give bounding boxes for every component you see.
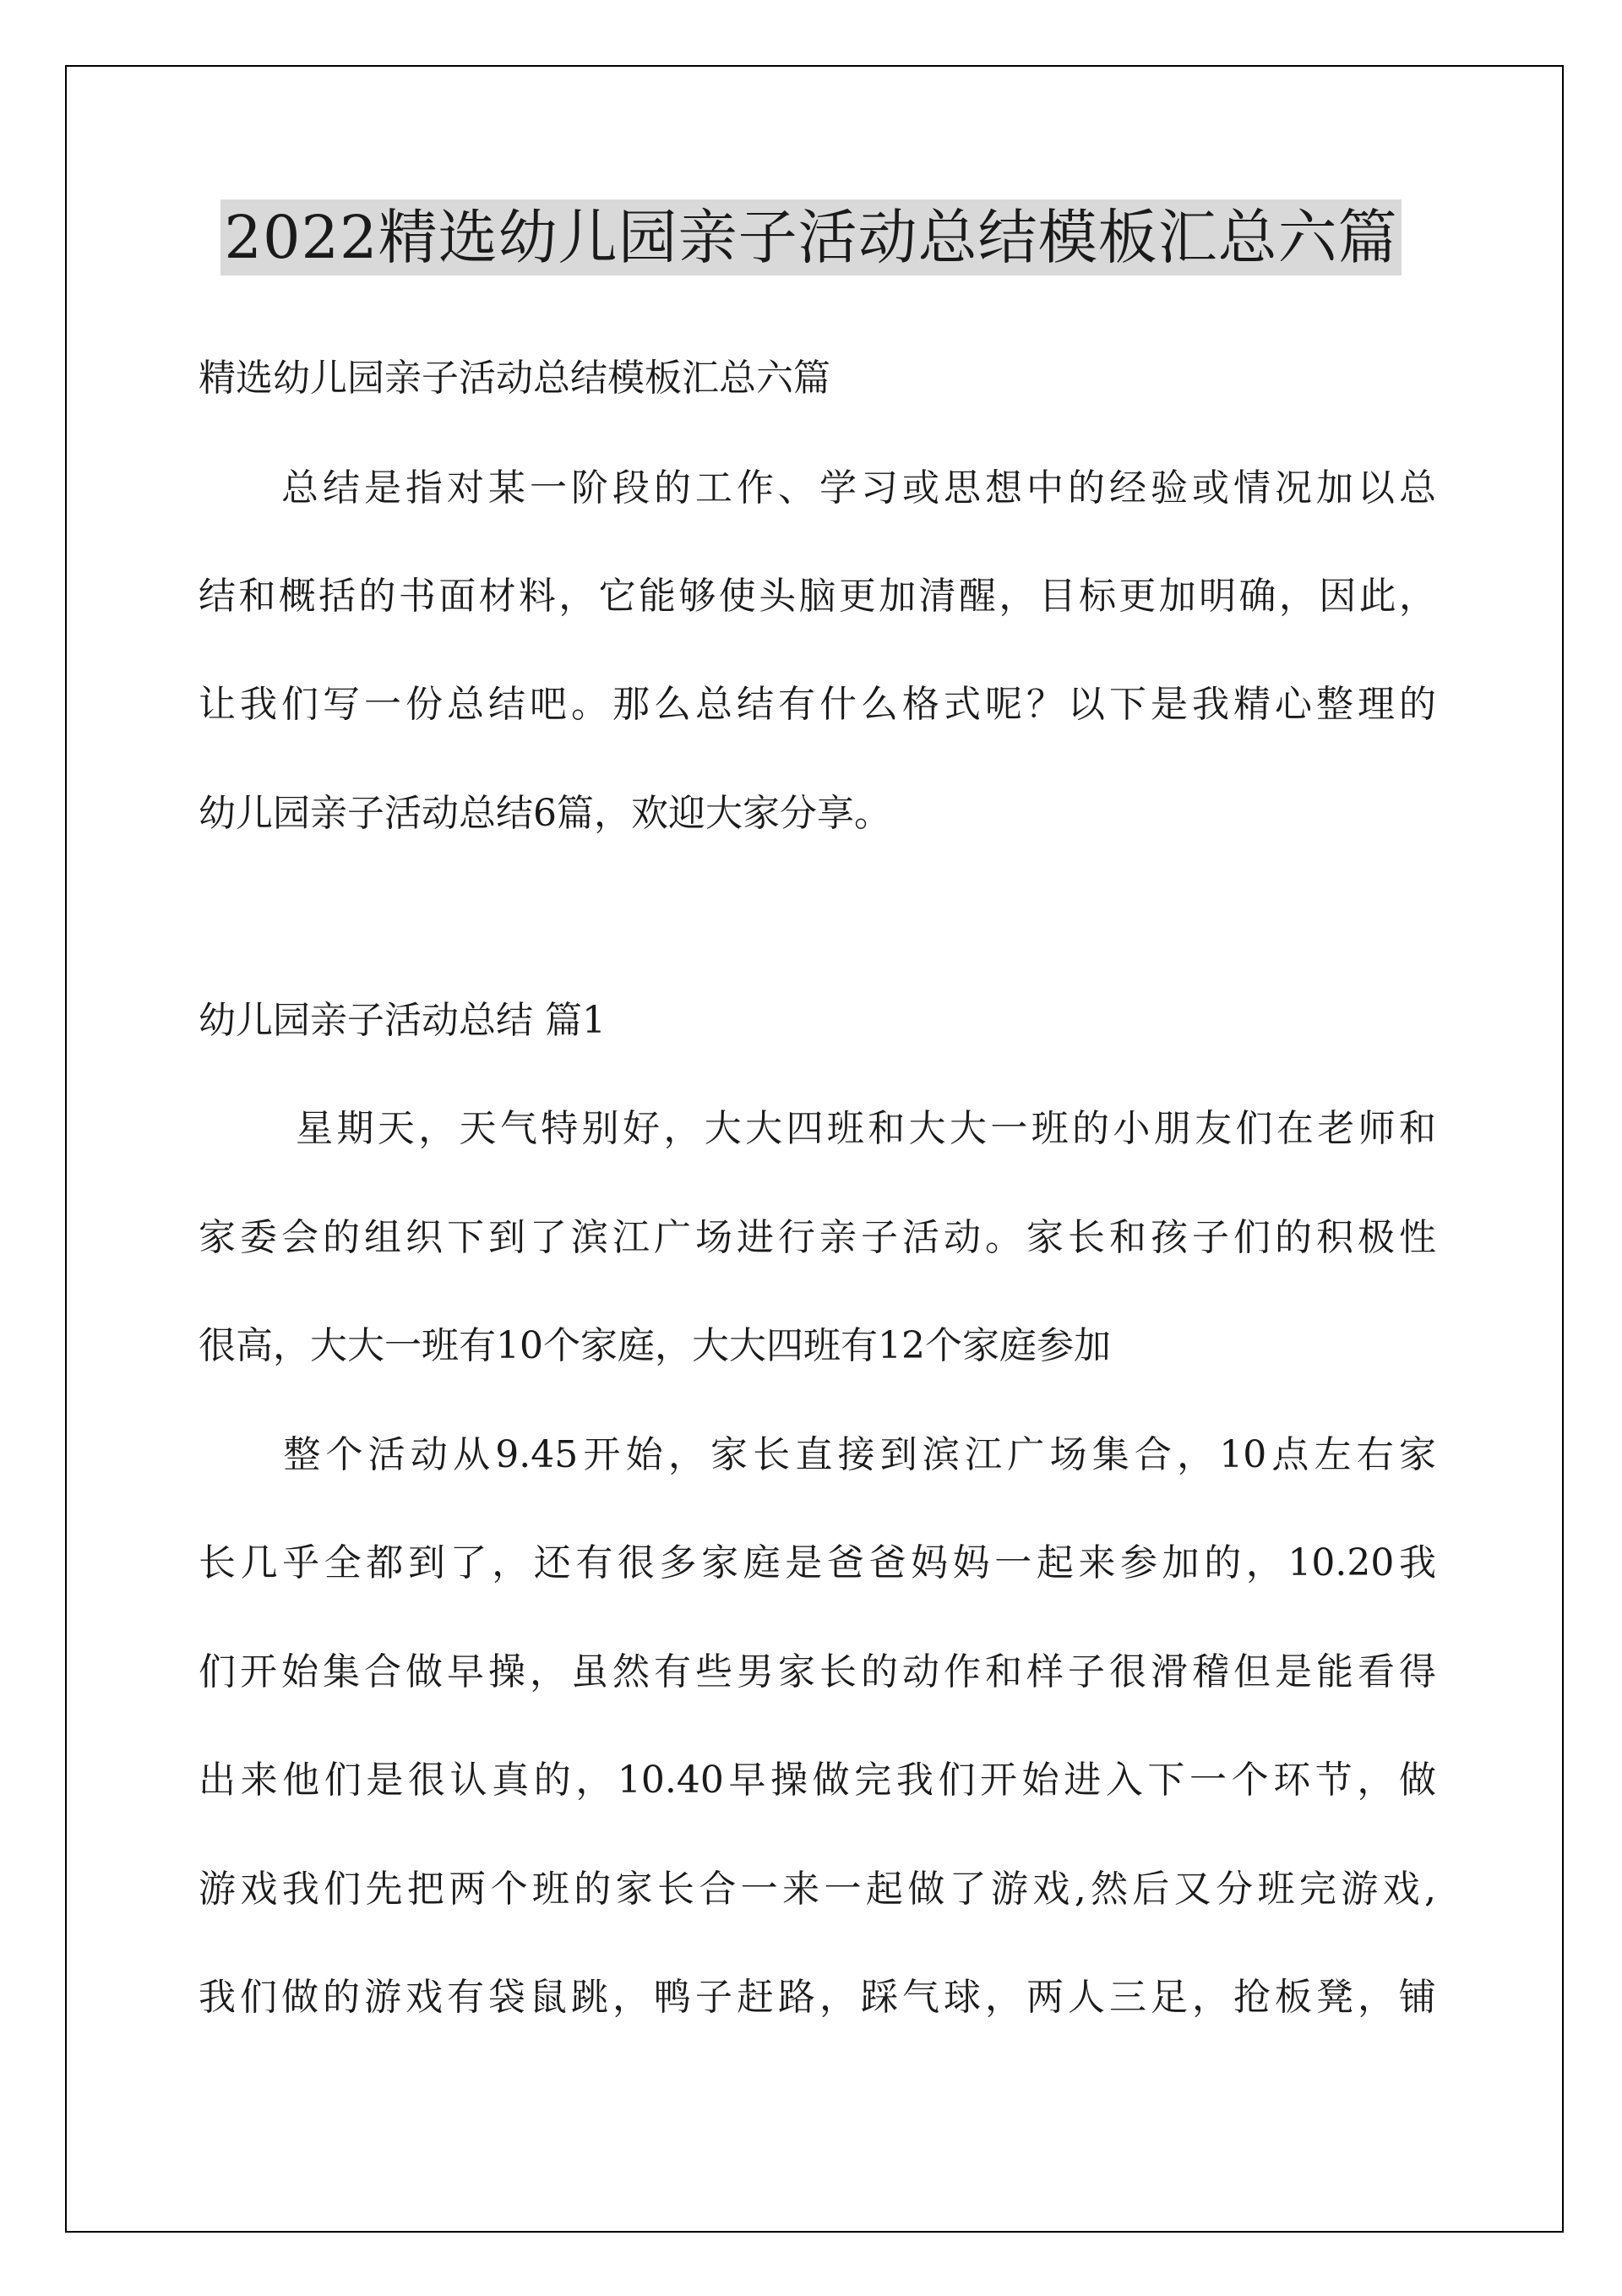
document-subtitle: 精选幼儿园亲子活动总结模板汇总六篇 (199, 357, 830, 400)
document-title: 2022精选幼儿园亲子活动总结模板汇总六篇 (220, 199, 1401, 275)
title-container (0, 199, 1622, 275)
body-line-6: 们开始集合做早操，虽然有些男家长的动作和样子很滑稽但是能看得 (199, 1650, 1436, 1693)
body-line-9: 我们做的游戏有袋鼠跳，鸭子赶路，踩气球，两人三足，抢板凳，铺 (199, 1976, 1436, 2019)
intro-line-3: 让我们写一份总结吧。那么总结有什么格式呢？以下是我精心整理的 (199, 683, 1436, 726)
intro-line-2: 结和概括的书面材料，它能够使头脑更加清醒，目标更加明确，因此， (199, 575, 1436, 618)
body-line-5: 长几乎全都到了，还有很多家庭是爸爸妈妈一起来参加的，10.20我 (199, 1541, 1436, 1584)
body-line-2: 家委会的组织下到了滨江广场进行亲子活动。家长和孩子们的积极性 (199, 1216, 1436, 1259)
body-line-8: 游戏我们先把两个班的家长合一来一起做了游戏,然后又分班完游戏, (199, 1868, 1436, 1911)
body-line-7: 出来他们是很认真的，10.40早操做完我们开始进入下一个环节，做 (199, 1759, 1436, 1802)
intro-line-1: 总结是指对某一阶段的工作、学习或思想中的经验或情况加以总 (199, 466, 1436, 510)
body-line-1: 星期天，天气特别好，大大四班和大大一班的小朋友们在老师和 (199, 1107, 1436, 1150)
body-line-3: 很高，大大一班有10个家庭，大大四班有12个家庭参加 (199, 1324, 1111, 1367)
body-line-4: 整个活动从9.45开始，家长直接到滨江广场集合，10点左右家 (199, 1433, 1436, 1476)
intro-line-4: 幼儿园亲子活动总结6篇，欢迎大家分享。 (199, 792, 891, 835)
section-heading: 幼儿园亲子活动总结 篇1 (199, 999, 606, 1042)
